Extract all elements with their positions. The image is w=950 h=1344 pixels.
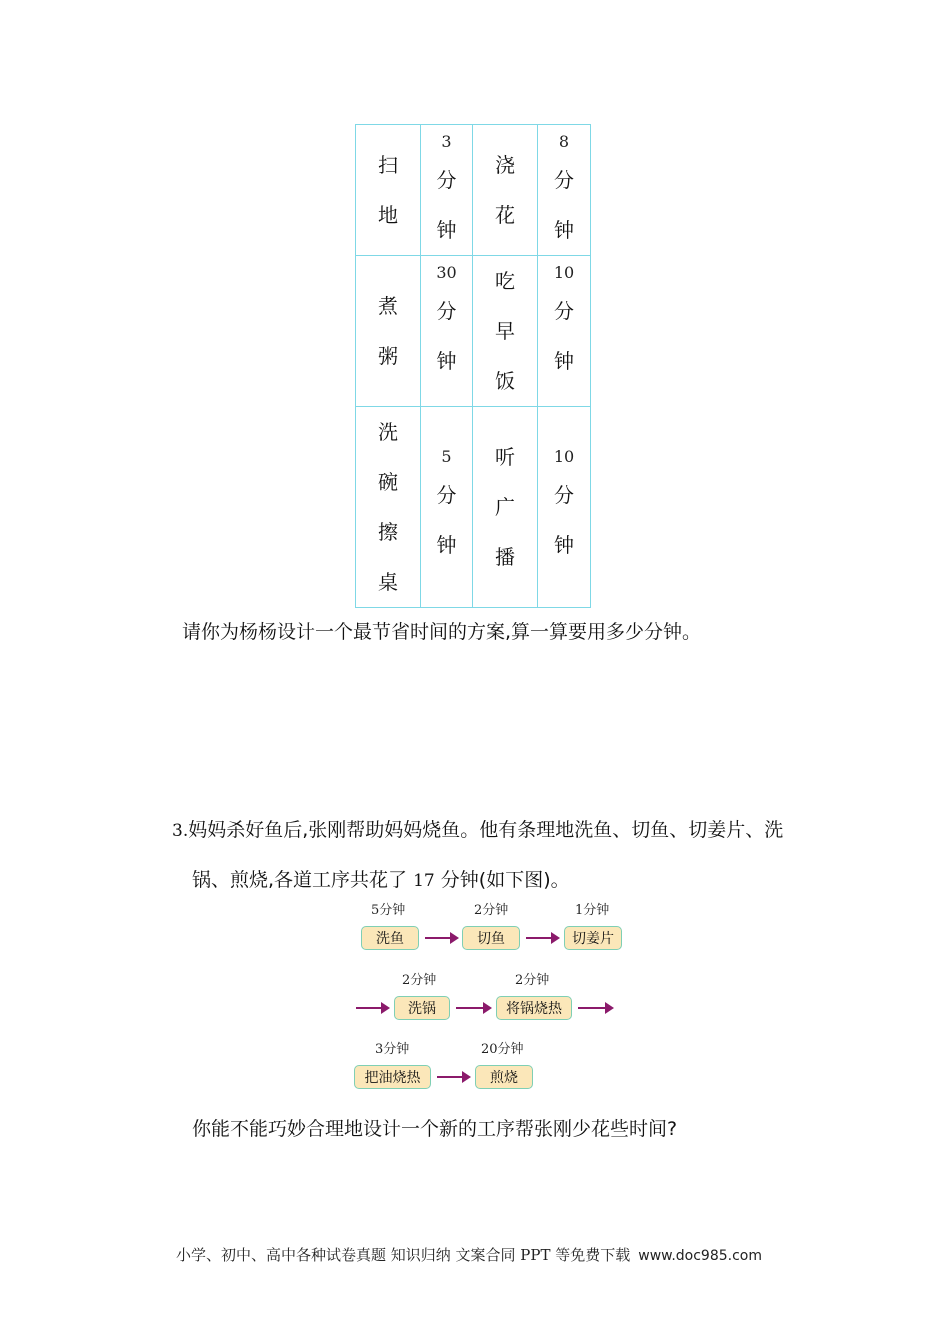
total-minutes: 17	[413, 871, 435, 891]
task-name-char: 广	[495, 495, 515, 519]
task-name-cell	[356, 125, 421, 256]
task-duration-cell	[538, 125, 591, 256]
table-row	[356, 256, 591, 407]
question3-line2	[192, 865, 570, 892]
step-wash-fish: 洗鱼	[361, 926, 419, 950]
question3-line1	[172, 815, 783, 842]
task-duration-cell	[538, 256, 591, 407]
duration-unit: 钟	[436, 533, 457, 557]
task-name-char: 桌	[378, 570, 398, 594]
step-cut-fish: 切鱼	[462, 926, 520, 950]
footer-text: 小学、初中、高中各种试卷真题 知识归纳 文案合同 PPT 等免费下载	[176, 1246, 631, 1264]
task-name-char: 洗	[378, 420, 398, 444]
duration-unit: 钟	[436, 218, 457, 242]
question3-text: 妈妈杀好鱼后,张刚帮助妈妈烧鱼。他有条理地洗鱼、切鱼、切姜片、洗	[188, 819, 784, 841]
step-time: 20分钟	[481, 1042, 524, 1057]
arrow-icon	[526, 937, 558, 939]
duration-number: 30	[436, 263, 457, 282]
duration-number: 10	[553, 447, 575, 466]
step-time: 2分钟	[402, 973, 437, 988]
duration-number: 10	[553, 263, 575, 282]
question-number: 3.	[172, 821, 189, 841]
task-name-char: 吃	[495, 269, 515, 293]
duration-unit: 钟	[554, 533, 574, 557]
arrow-icon	[578, 1007, 612, 1009]
task-name-cell	[473, 256, 538, 407]
task-name-char: 浇	[495, 153, 515, 177]
step-time: 2分钟	[515, 973, 550, 988]
task-name-cell	[356, 407, 421, 608]
task-name-char: 粥	[378, 344, 398, 368]
duration-number: 3	[441, 132, 452, 151]
duration-number: 5	[441, 447, 452, 466]
footer-url[interactable]: www.doc985.com	[638, 1248, 763, 1264]
task-name-char: 地	[378, 203, 398, 227]
task-name-char: 煮	[378, 294, 398, 318]
step-time: 2分钟	[474, 903, 509, 918]
step-time: 5分钟	[371, 903, 406, 918]
step-heat-wok: 将锅烧热	[496, 996, 572, 1020]
duration-unit: 分	[554, 299, 574, 323]
duration-number: 8	[558, 132, 570, 151]
duration-unit: 分	[554, 168, 574, 192]
step-wash-wok: 洗锅	[394, 996, 450, 1020]
task-duration-cell	[538, 407, 591, 608]
duration-unit: 钟	[436, 349, 457, 373]
task-name-char: 听	[495, 445, 515, 469]
step-time: 3分钟	[375, 1042, 410, 1057]
duration-unit: 分	[436, 299, 457, 323]
page-footer	[176, 1244, 762, 1265]
task-name-char: 播	[495, 545, 515, 569]
task-name-char: 擦	[378, 520, 398, 544]
task-name-cell	[473, 407, 538, 608]
arrow-icon	[356, 1007, 388, 1009]
step-pan-fry: 煎烧	[475, 1065, 533, 1089]
arrow-icon	[456, 1007, 490, 1009]
step-heat-oil: 把油烧热	[354, 1065, 431, 1089]
question3-prompt: 你能不能巧妙合理地设计一个新的工序帮张刚少花些时间?	[192, 1118, 678, 1140]
task-duration-cell	[421, 125, 473, 256]
task-name-char: 扫	[378, 153, 398, 177]
duration-unit: 钟	[554, 218, 574, 242]
duration-unit: 钟	[554, 349, 574, 373]
duration-unit: 分	[554, 483, 574, 507]
arrow-icon	[425, 937, 457, 939]
duration-unit: 分	[436, 168, 457, 192]
question2-prompt: 请你为杨杨设计一个最节省时间的方案,算一算要用多少分钟。	[182, 621, 702, 643]
question3-text: 锅、煎烧,各道工序共花了	[192, 869, 408, 891]
chores-table	[355, 124, 591, 608]
task-name-char: 早	[495, 319, 515, 343]
task-duration-cell	[421, 407, 473, 608]
task-duration-cell	[421, 256, 473, 407]
step-slice-ginger: 切姜片	[564, 926, 622, 950]
table-row	[356, 125, 591, 256]
task-name-char: 饭	[495, 369, 515, 393]
step-time: 1分钟	[575, 903, 610, 918]
arrow-icon	[437, 1076, 469, 1078]
task-name-char: 花	[495, 203, 515, 227]
task-name-cell	[473, 125, 538, 256]
question3-text: 分钟(如下图)。	[440, 869, 570, 891]
duration-unit: 分	[436, 483, 457, 507]
table-row	[356, 407, 591, 608]
task-name-cell	[356, 256, 421, 407]
task-name-char: 碗	[378, 470, 398, 494]
